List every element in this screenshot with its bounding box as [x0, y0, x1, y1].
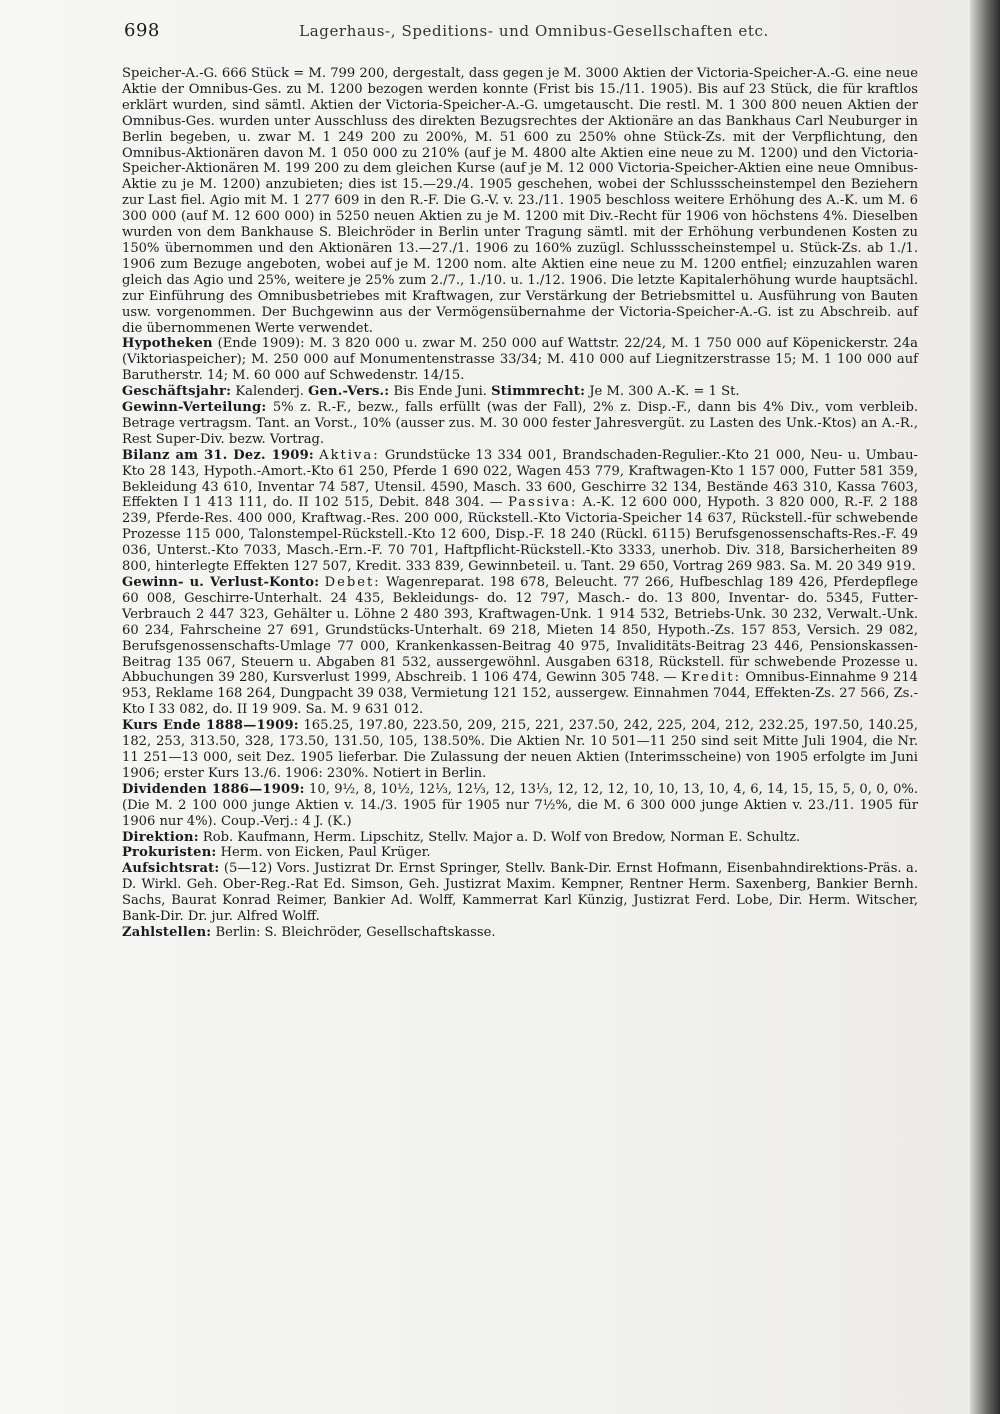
kredit-label: Kredit: [681, 670, 742, 686]
direktion-label: Direktion: [122, 829, 199, 845]
stimmrecht-text: Je M. 300 A.-K. = 1 St. [589, 384, 740, 400]
kurs-text: 165.25, 197.80, 223.50, 209, 215, 221, 237.50, 242, 225, 204, 212, 232.25, 197.50, 140.25, 182, 253, 313.50, 328, 173.50, 131.50, 105, 138.50%. Die Aktien Nr. 10 501—11 250 sind seit Mitte Juli 1904, die Nr. 11 251—13 000, seit Dez. 1905 lieferbar. Die Zulassung der neuen Aktien (Interimsscheine) von 1905 erfolgte im Juni 1906; erster Kurs 13./6. 1906: 230%. Notiert in Berlin. [122, 718, 918, 781]
page-header [124, 20, 944, 48]
gewinn-verteilung-label: Gewinn-Verteilung: [122, 400, 267, 416]
prokuristen-label: Prokuristen: [122, 845, 217, 861]
aufsichtsrat-label: Aufsichtsrat: [122, 861, 220, 877]
intro-paragraph: Speicher-A.-G. 666 Stück = M. 799 200, dergestalt, dass gegen je M. 3000 Aktien der Victoria-Speicher-A.-G. eine neue Aktie der Omnibus-Ges. zu M. 1200 bezogen werden konnte (Frist bis 15./11. 1905). Bis auf 23 Stück, die für kraftlos erklärt wurden, sind sämtl. Aktien der Victoria-Speicher-A.-G. umgetauscht. Die restl. M. 1 300 800 neuen Aktien der Omnibus-Ges. wurden unter Ausschluss des direkten Bezugsrechtes der Aktionäre an das Bankhaus Carl Neuburger in Berlin begeben, u. zwar M. 1 249 200 zu 200%, M. 51 600 zu 250% ohne Stück-Zs. mit der Verpflichtung, den Omnibus-Aktionären davon M. 1 050 000 zu 210% (auf je M. 4800 alte Aktien eine neue zu M. 1200) und den Victoria-Speicher-Aktionären M. 199 200 zu dem gleichen Kurse (auf je M. 12 000 Victoria-Speicher-Aktien eine neue Omnibus-Aktie zu je M. 1200) anzubieten; dies ist 15.—29./4. 1905 geschehen, wobei der Schlussscheinstempel den Beziehern zur Last fiel. Agio mit M. 1 277 609 in den R.-F. Die G.-V. v. 23./11. 1905 beschloss weitere Erhöhung des A.-K. um M. 6 300 000 (auf M. 12 600 000) in 5250 neuen Aktien zu je M. 1200 mit Div.-Recht für 1906 von höchstens 4%. Dieselben wurden von dem Bankhause S. Bleichröder in Berlin unter Tragung sämtl. mit der Erhöhung verbundenen Kosten zu 150% übernommen und den Aktionären 13.—27./1. 1906 zu 160% zuzügl. Schlussscheinstempel u. Stück-Zs. ab 1./1. 1906 zum Bezuge angeboten, wobei auf je M. 1200 nom. alte Aktien eine neue zu M. 1200 entfiel; einzuzahlen waren gleich das Agio und 25%, weitere je 25% zum 2./7., 1./10. u. 1./12. 1906. Die letzte Kapitalerhöhung wurde hauptsächl. zur Einführung des Omnibusbetriebes mit Kraftwagen, zur Verstärkung der Betriebsmittel u. Ausführung von Bauten usw. vorgenommen. Der Buchgewinn aus der Vermögensübernahme der Victoria-Speicher-A.-G. ist zu Abschreib. auf die übernommenen Werte verwendet. [122, 66, 918, 336]
bilanz-label: Bilanz am 31. Dez. 1909: [122, 447, 314, 463]
zahlstellen-text: Berlin: S. Bleichröder, Gesellschaftskasse. [215, 924, 496, 940]
geschaeftsjahr-label: Geschäftsjahr: [122, 384, 232, 400]
kurs-label: Kurs Ende 1888—1909: [122, 718, 299, 734]
hypotheken-label: Hypotheken [122, 336, 213, 352]
aktiva-text: Grundstücke 13 334 001, Brandschaden-Regulier.-Kto 21 000, Neu- u. Umbau-Kto 28 143, Hypoth.-Amort.-Kto 61 250, Pferde 1 690 022, Wagen 453 779, Kraftwagen-Kto 1 157 000, Futter 581 359, Bekleidung 43 610, Inventar 74 587, Utensil. 4590, Masch. 33 600, Geschirre 32 134, Bestände 463 310, Kassa 7603, Effekten I 1 413 111, do. II 102 515, Debit. 848 304. — [122, 447, 918, 511]
dividenden-paragraph [122, 782, 918, 830]
gewinn-verteilung-text: 5% z. R.-F., bezw., falls erfüllt (was der Fall), 2% z. Disp.-F., dann bis 4% Div., vom verbleib. Betrage vertragsm. Tant. an Vorst., 10% (ausser zus. M. 30 000 fester Jahresvergüt. zu Lasten des Unk.-Ktos) an A.-R., Rest Super-Div. bezw. Vortrag. [122, 400, 919, 447]
aufsichtsrat-paragraph [122, 861, 918, 925]
prokuristen-text: Herm. von Eicken, Paul Krüger. [220, 845, 431, 861]
zahlstellen-label: Zahlstellen: [122, 924, 212, 940]
dividenden-text: 10, 9½, 8, 10½, 12⅓, 12⅓, 12, 13⅓, 12, 12, 12, 10, 10, 13, 10, 4, 6, 14, 15, 15, 5, 0, 0, 0%. (Die M. 2 100 000 junge Aktien v. 14./3. 1905 für 1905 nur 7½%, die M. 6 300 000 junge Aktien v. 23./11. 1905 für 1906 nur 4%). Coup.-Verj.: 4 J. (K.) [122, 781, 919, 829]
direktion-text: Rob. Kaufmann, Herm. Lipschitz, Stellv. Major a. D. Wolf von Bredow, Norman E. Schultz. [202, 829, 801, 845]
kurs-paragraph [122, 718, 918, 782]
prokuristen-paragraph [122, 845, 918, 861]
guv-paragraph [122, 575, 918, 718]
guv-label: Gewinn- u. Verlust-Konto: [122, 575, 320, 590]
page-body [122, 66, 918, 941]
page-number: 698 [124, 20, 160, 41]
aufsichtsrat-text: (5—12) Vors. Justizrat Dr. Ernst Springer, Stellv. Bank-Dir. Ernst Hofmann, Eisenbahndirektions-Präs. a. D. Wirkl. Geh. Ober-Reg.-Rat Ed. Simson, Geh. Justizrat Maxim. Kempner, Rentner Herm. Saxenberg, Bankier Bernh. Sachs, Baurat Konrad Reimer, Bankier Ad. Wolff, Kammerrat Karl Künzig, Justizrat Ferd. Lobe, Dir. Herm. Witscher, Bank-Dir. Dr. jur. Alfred Wolff. [122, 861, 918, 925]
gewinn-verteilung-paragraph [122, 400, 918, 448]
geschaeftsjahr-text: Kalenderj. [235, 384, 304, 400]
direktion-paragraph [122, 830, 918, 846]
dividenden-label: Dividenden 1886—1909: [122, 781, 305, 797]
running-head: Lagerhaus-, Speditions- und Omnibus-Gesellschaften etc. [299, 22, 769, 40]
stimmrecht-label: Stimmrecht: [491, 384, 586, 400]
aktiva-label: Aktiva: [319, 447, 380, 463]
gen-vers-text: Bis Ende Juni. [393, 384, 487, 400]
passiva-label: Passiva: [508, 495, 578, 511]
gen-vers-label: Gen.-Vers.: [308, 384, 390, 400]
geschaeftsjahr-paragraph [122, 384, 918, 400]
zahlstellen-paragraph [122, 925, 918, 941]
hypotheken-paragraph [122, 336, 918, 384]
hypotheken-text: (Ende 1909): M. 3 820 000 u. zwar M. 250 000 auf Wattstr. 22/24, M. 1 750 000 auf Köpenickerstr. 24a (Viktoriaspeicher); M. 250 000 auf Monumentenstrasse 33/34; M. 410 000 auf Liegnitzerstrasse 15; M. 1 100 000 auf Barutherstr. 14; M. 60 000 auf Schwedenstr. 14/15. [122, 336, 918, 384]
bilanz-paragraph [122, 448, 918, 575]
kredit-text: Omnibus-Einnahme 9 214 953, Reklame 168 264, Dungpacht 39 038, Vermietung 121 152, aussergew. Einnahmen 7044, Effekten-Zs. 27 566, Zs.-Kto I 33 082, do. II 19 909. Sa. M. 9 631 012. [122, 670, 918, 718]
debet-text: Wagenreparat. 198 678, Beleucht. 77 266, Hufbeschlag 189 426, Pferdepflege 60 008, Geschirre-Unterhalt. 24 435, Bekleidungs- do. 12 797, Masch.- do. 13 800, Inventar- do. 5345, Futter-Verbrauch 2 447 323, Gehälter u. Löhne 2 480 393, Kraftwagen-Unk. 1 914 532, Betriebs-Unk. 30 232, Verwalt.-Unk. 60 234, Fahrscheine 27 691, Grundstücks-Unterhalt. 69 218, Mieten 14 850, Hypoth.-Zs. 157 853, Versich. 29 082, Berufsgenossenschafts-Umlage 77 000, Krankenkassen-Beitrag 40 975, Invaliditäts-Beitrag 23 446, Pensionskassen-Beitrag 135 067, Steuern u. Abgaben 81 532, aussergewöhnl. Ausgaben 6318, Rückstell. für schwebende Prozesse u. Abbuchungen 39 280, Kursverlust 1999, Abschreib. 1 106 474, Gewinn 305 748. — [122, 575, 918, 686]
passiva-text: A.-K. 12 600 000, Hypoth. 3 820 000, R.-F. 2 188 239, Pferde-Res. 400 000, Kraftwag.-Res. 200 000, Rückstell.-Kto Victoria-Speicher 14 637, Rückstell.-für schwebende Prozesse 115 000, Talonstempel-Rückstell.-Kto 12 600, Disp.-F. 18 240 (Rückl. 6115) Berufsgenossenschafts-Res.-F. 49 036, Unterst.-Kto 7033, Masch.-Ern.-F. 70 701, Haftpflicht-Rückstell.-Kto 3333, unerhob. Div. 318, Barsicherheiten 89 800, hinterlegte Effekten 127 507, Kredit. 333 839, Gewinnbeteil. u. Tant. 29 650, Vortrag 269 983. Sa. M. 20 349 919. [122, 495, 918, 575]
page-binding-edge [970, 0, 1000, 1414]
debet-label: Debet: [324, 575, 381, 590]
